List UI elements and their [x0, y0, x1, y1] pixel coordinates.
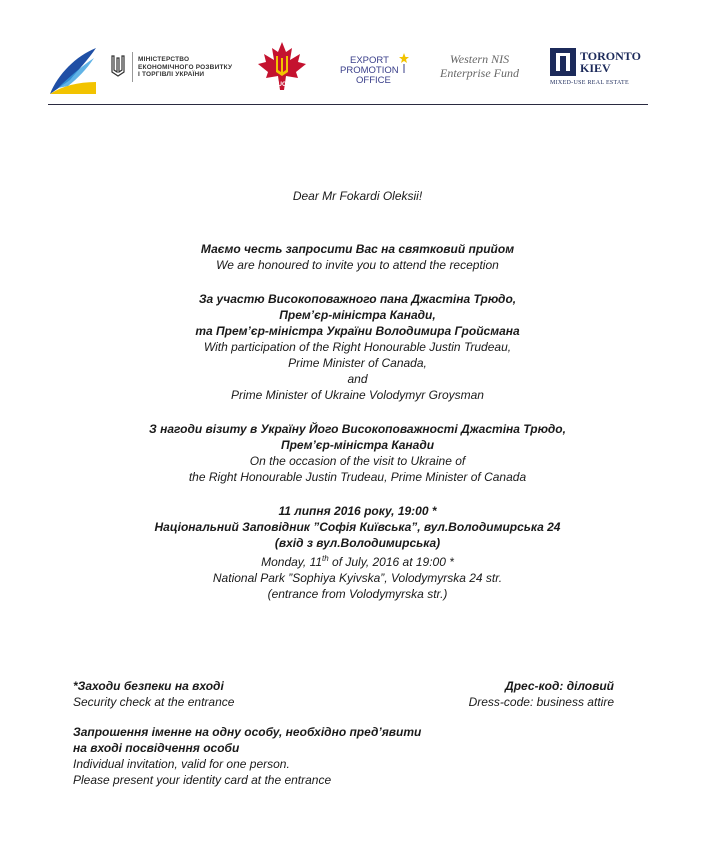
invite-ua: Маємо честь запросити Вас на святковий прийом [200, 242, 515, 256]
invitation-ua-2: на вході посвідчення особи [73, 741, 240, 755]
export-line-3: OFFICE [356, 75, 391, 86]
occasion-ua-1: З нагоди візиту в Україну Його Високоповажності Джастіна Трюдо, [149, 422, 566, 436]
venue-ua: Національний Заповідник ”Софія Київська”, вул.Володимирська 24 [154, 520, 561, 534]
ministry-line-1: МІНІСТЕРСТВО [138, 56, 190, 63]
logo-separator [132, 52, 133, 82]
ministry-name [138, 56, 232, 79]
ministry-line-3: І ТОРГІВЛІ УКРАЇНИ [138, 71, 205, 78]
trident-icon [110, 54, 126, 78]
date-ua: 11 липня 2016 року, 19:00 * [278, 504, 437, 518]
invitation-ua-1: Запрошення іменне на одну особу, необхідно пред’явити [73, 725, 422, 739]
export-line-1: EXPORT [350, 55, 389, 66]
export-promotion-office-logo [340, 56, 399, 86]
security-en: Security check at the entrance [73, 695, 235, 709]
greeting: Dear Mr Fokardi Oleksii! [292, 189, 423, 203]
western-nis-line-2: Enterprise Fund [440, 66, 519, 80]
toronto-kiev-mark-icon [550, 48, 576, 76]
letter-body [0, 188, 715, 602]
ukraine-swoosh-logo [48, 44, 98, 96]
date-en-suffix: th [322, 554, 329, 563]
participation-en-2: Prime Minister of Canada, [288, 356, 427, 370]
participation-ua-2: Прем’єр-міністра Канади, [279, 308, 436, 322]
dresscode-ua: Дрес-код: діловий [505, 679, 614, 693]
header-rule [48, 104, 648, 105]
entrance-ua: (вхід з вул.Володимирська) [274, 536, 441, 550]
invite-en: We are honoured to invite you to attend the reception [216, 258, 499, 272]
toronto-kiev-subtitle: MIXED-USE REAL ESTATE [550, 80, 629, 86]
invitation-en-2: Please present your identity card at the entrance [73, 773, 332, 787]
participation-ua-3: та Прем’єр-міністра України Володимира Гройсмана [195, 324, 520, 338]
dress-code [469, 678, 614, 710]
dresscode-en: Dress-code: business attire [468, 695, 614, 709]
toronto-kiev-logo [580, 50, 641, 74]
western-nis-line-1: Western NIS [449, 52, 510, 66]
logo-bar [48, 40, 648, 100]
kiev-label: KIEV [580, 61, 611, 75]
invitation-en-1: Individual invitation, valid for one person. [73, 757, 290, 771]
date-en-start: Monday, 11 [261, 555, 323, 569]
occasion-en-1: On the occasion of the visit to Ukraine of [249, 454, 466, 468]
cucc-label: CUCC [273, 82, 291, 88]
toronto-label: TORONTO [580, 49, 641, 63]
export-line-2: PROMOTION [340, 65, 399, 76]
entrance-en: (entrance from Volodymyrska str.) [267, 587, 448, 601]
ministry-line-2: ЕКОНОМІЧНОГО РОЗВИТКУ [138, 63, 233, 71]
participation-ua-1: За участю Високоповажного пана Джастіна Трюдо, [198, 292, 517, 306]
date-en-end: of July, 2016 at 19:00 * [328, 555, 454, 569]
cucc-maple-leaf-logo [256, 40, 308, 96]
participation-en-1: With participation of the Right Honourable Justin Trudeau, [203, 340, 512, 354]
western-nis-logo [440, 52, 519, 80]
footer-notes [73, 678, 473, 788]
venue-en: National Park ”Sophiya Kyivska”, Volodymyrska 24 str. [212, 571, 503, 585]
occasion-en-2: the Right Honourable Justin Trudeau, Prime Minister of Canada [188, 470, 527, 484]
participation-en-4: Prime Minister of Ukraine Volodymyr Groysman [231, 388, 484, 402]
occasion-ua-2: Прем’єр-міністра Канади [280, 438, 435, 452]
star-icon [398, 52, 410, 74]
security-ua: *Заходи безпеки на вході [73, 679, 224, 693]
date-en [0, 551, 715, 570]
participation-en-3: and [347, 372, 368, 386]
